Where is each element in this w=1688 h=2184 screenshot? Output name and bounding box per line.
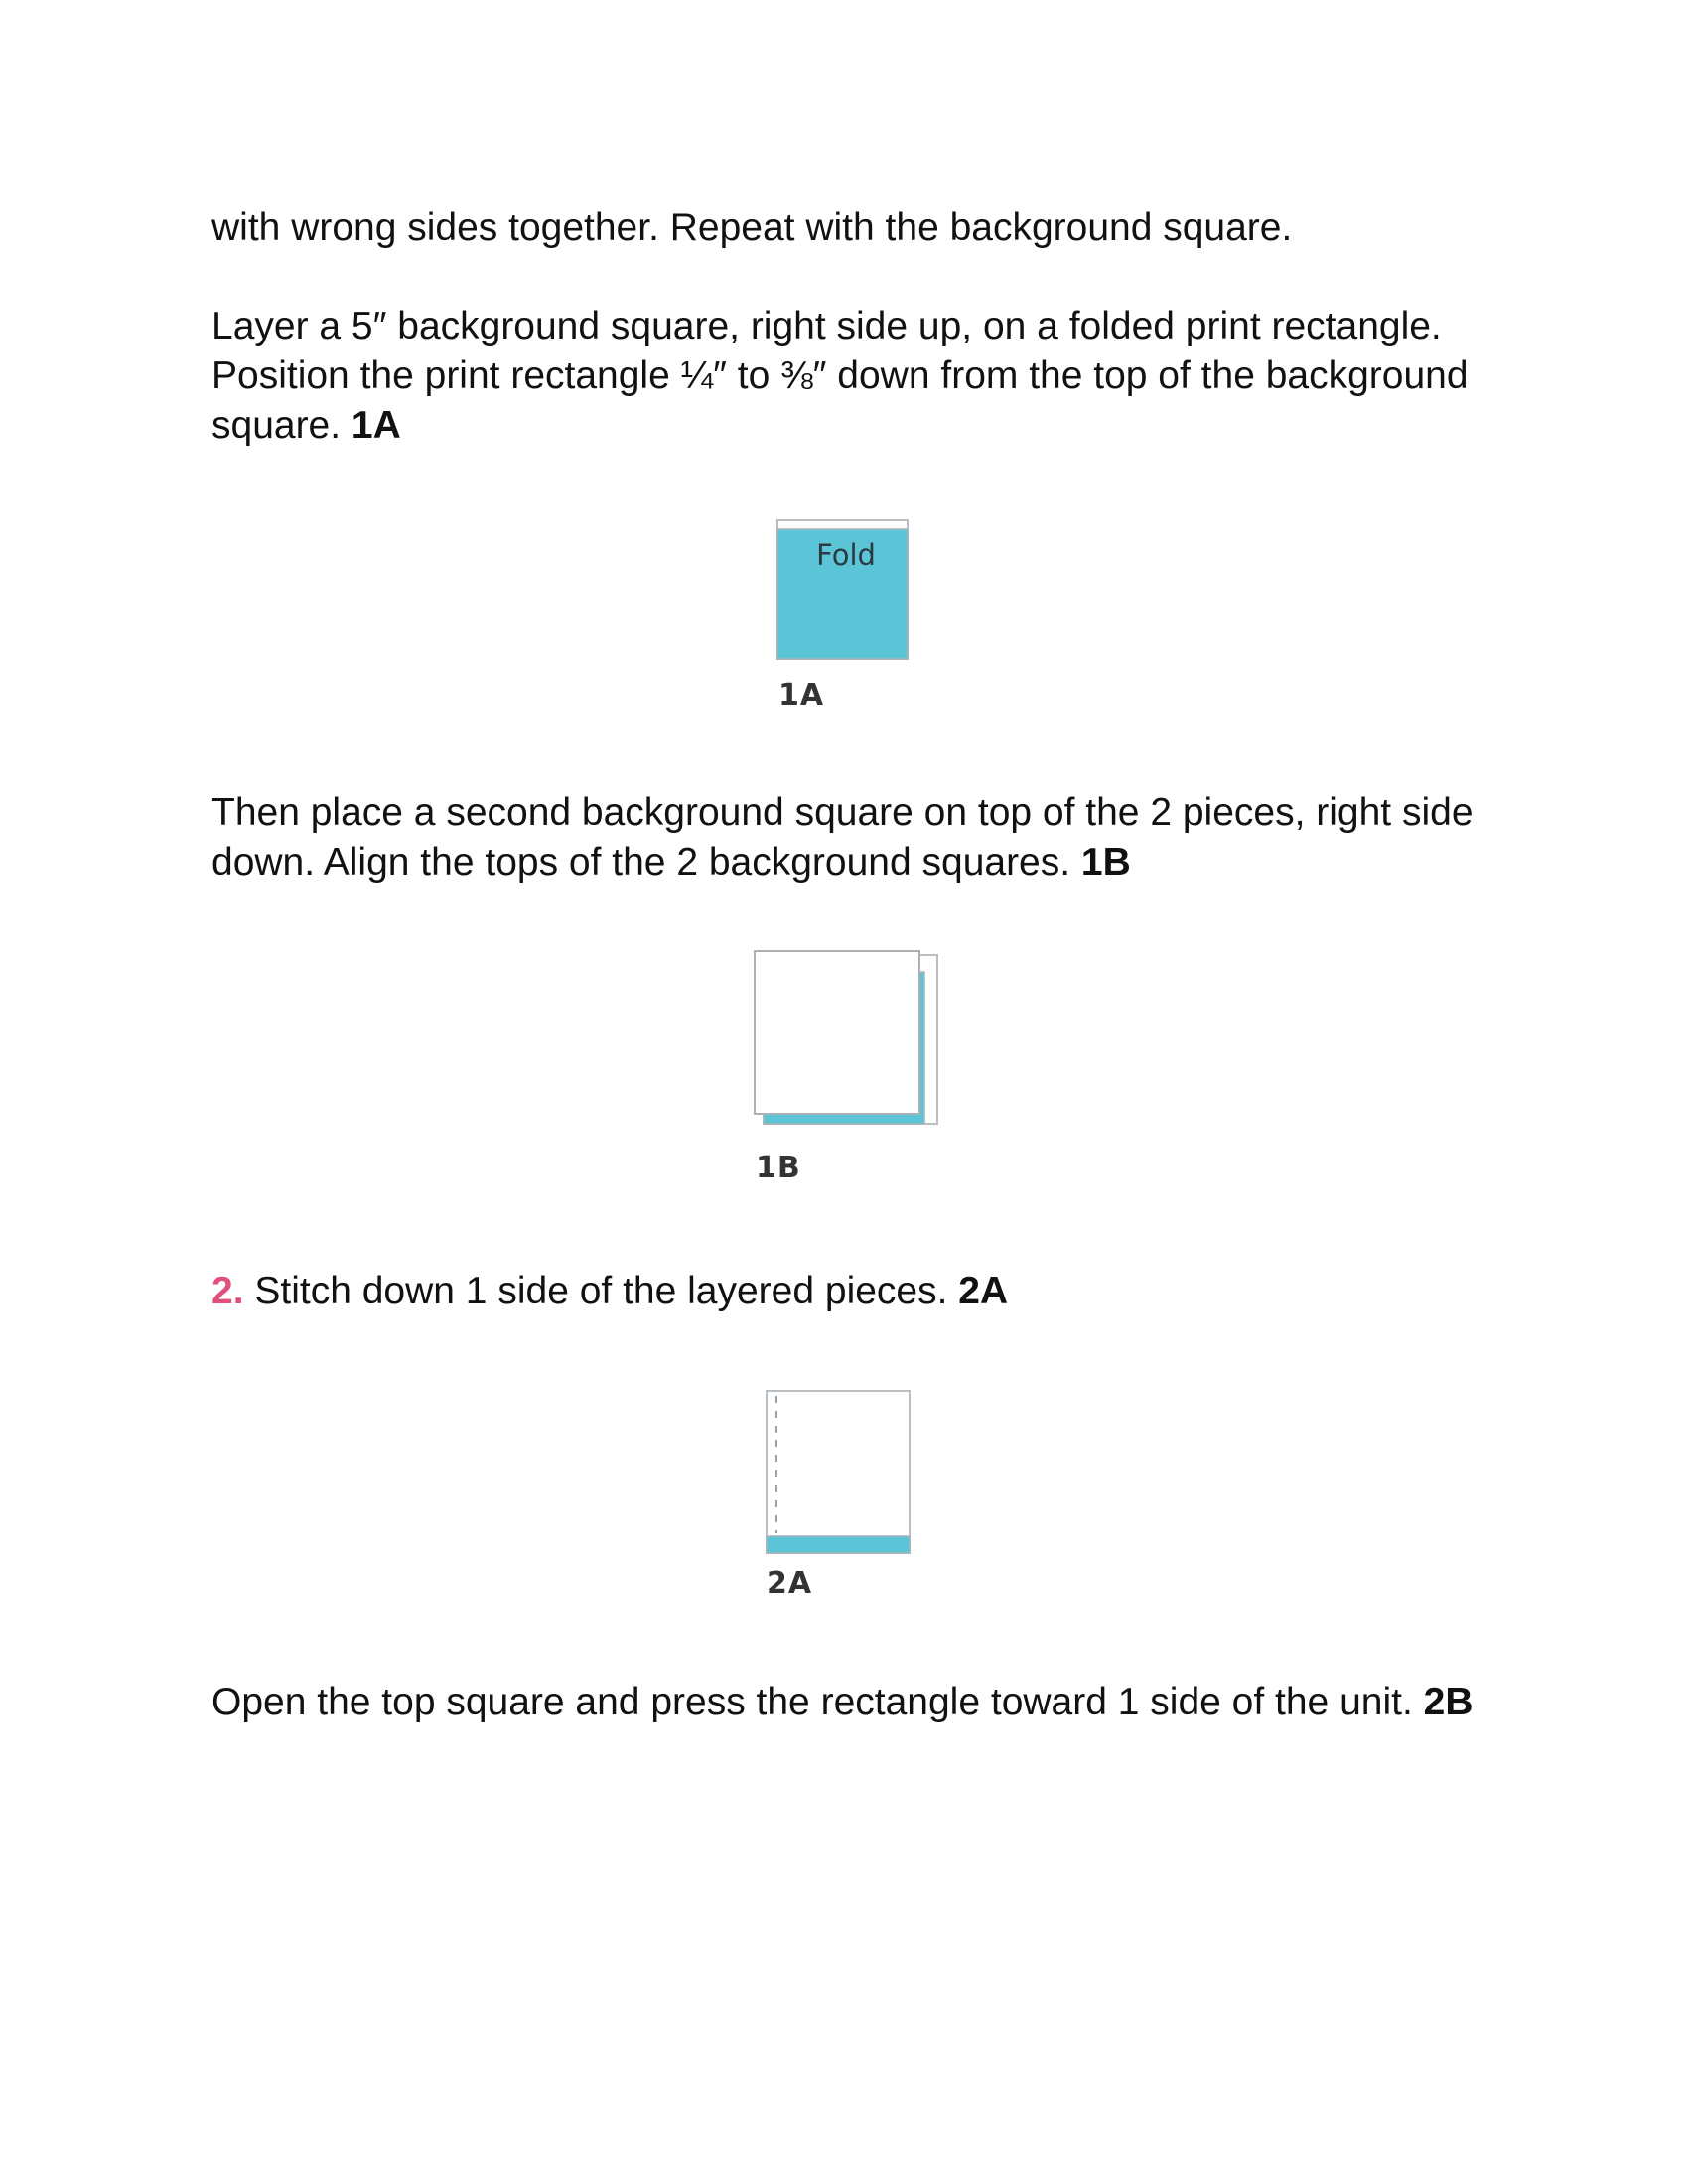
layered-square	[767, 1391, 910, 1553]
figure-1a-drawing	[774, 516, 914, 675]
figure-ref-2a: 2A	[958, 1270, 1009, 1312]
paragraph-continuation	[211, 204, 1502, 253]
paragraph-layer-background	[211, 302, 1502, 451]
figure-1a	[774, 516, 914, 725]
fold-label: Fold	[816, 538, 876, 572]
figure-2a-drawing	[763, 1388, 921, 1557]
paragraph-text: with wrong sides together. Repeat with the background square.	[211, 206, 1293, 249]
figure-2a	[763, 1388, 921, 1616]
paragraph-step-2	[211, 1267, 1502, 1316]
figure-1b	[752, 948, 950, 1196]
paragraph-open-square	[211, 1678, 1502, 1727]
step-number: 2.	[211, 1270, 244, 1312]
figure-label-1a: 1A	[778, 678, 825, 713]
print-strip	[767, 1536, 910, 1553]
figure-ref-1a: 1A	[351, 404, 401, 447]
top-background-square	[755, 951, 919, 1114]
figure-ref-1b: 1B	[1080, 841, 1131, 884]
figure-1b-drawing	[752, 948, 950, 1137]
figure-ref-2b: 2B	[1423, 1681, 1474, 1723]
paragraph-text: Then place a second background square on top of the 2 pieces, right side down. Align the tops of the 2 background squares.	[211, 791, 1474, 884]
paragraph-text: Open the top square and press the rectangle toward 1 side of the unit.	[211, 1681, 1424, 1723]
paragraph-text: Stitch down 1 side of the layered pieces.	[243, 1270, 959, 1312]
paragraph-second-square	[211, 788, 1502, 887]
paragraph-text: Layer a 5″ background square, right side up, on a folded print rectangle. Position the print rectangle ¼″ to ⅜″ down from the top of the background square.	[211, 305, 1469, 447]
figure-label-2a: 2A	[767, 1567, 813, 1601]
figure-label-1b: 1B	[756, 1151, 801, 1185]
